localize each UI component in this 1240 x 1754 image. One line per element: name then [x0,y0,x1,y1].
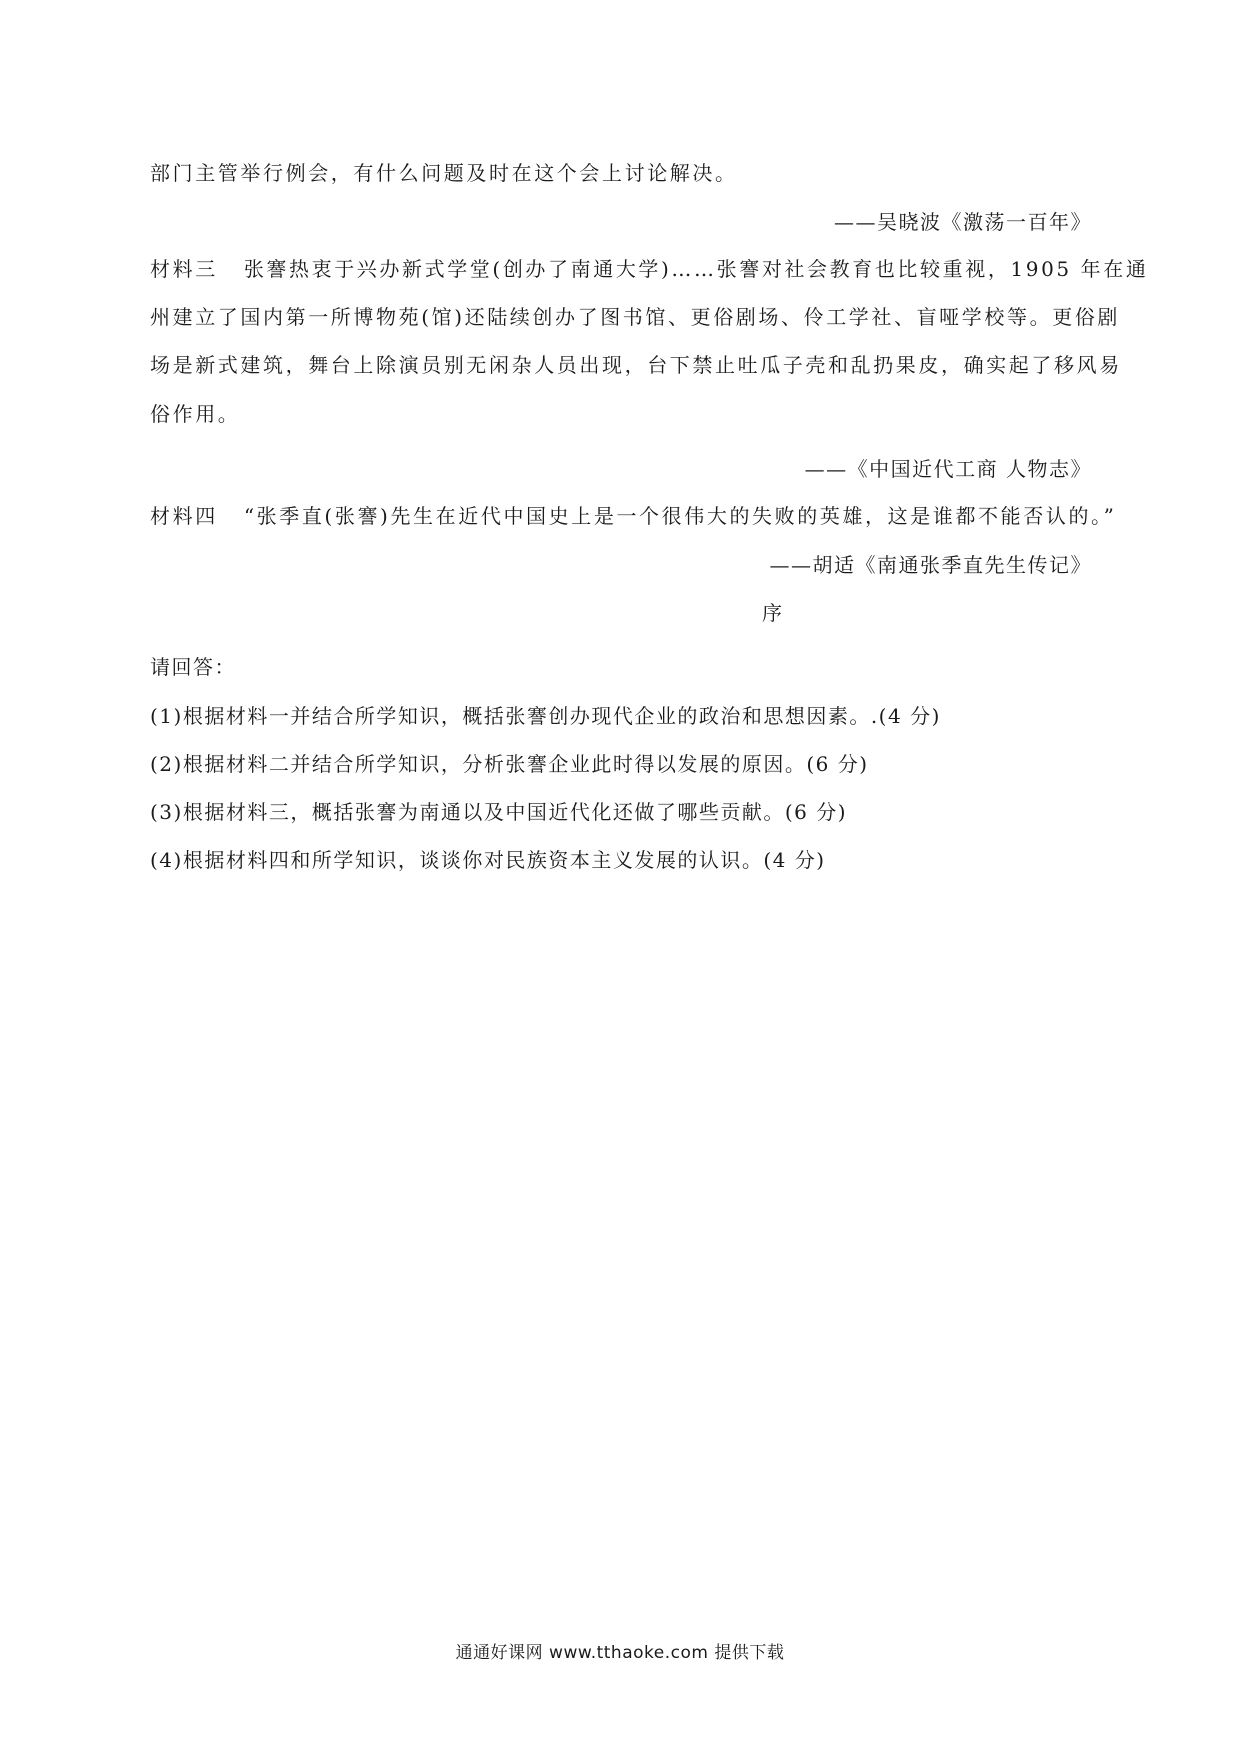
question-2: (2)根据材料二并结合所学知识，分析张謇企业此时得以发展的原因。(6 分) [150,752,869,776]
material-four-label: 材料四 [150,504,218,528]
question-3: (3)根据材料三，概括张謇为南通以及中国近代化还做了哪些贡献。(6 分) [150,800,848,824]
material-three-line-1 [150,256,1149,282]
question-1: (1)根据材料一并结合所学知识，概括张謇创办现代企业的政治和思想因素。.(4 分) [150,704,941,728]
material-two-source: ——吴晓波《激荡一百年》 [834,210,1092,234]
material-four-source-cont: 序 [762,601,784,625]
answer-prompt: 请回答： [150,655,236,679]
material-four-source: ——胡适《南通张季直先生传记》 [769,553,1092,577]
material-three-label: 材料三 [150,257,218,281]
question-4: (4)根据材料四和所学知识，谈谈你对民族资本主义发展的认识。(4 分) [150,848,826,872]
material-three-text-1: 张謇热衷于兴办新式学堂(创办了南通大学)……张謇对社会教育也比较重视，1905 年在通 [243,257,1149,281]
material-three-source: ——《中国近代工商 人物志》 [804,457,1092,481]
material-four-text: “张季直(张謇)先生在近代中国史上是一个很伟大的失败的英雄，这是谁都不能否认的。” [243,504,1117,528]
material-three-line-2: 州建立了国内第一所博物苑(馆)还陆续创办了图书馆、更俗剧场、伶工学社、盲哑学校等。更俗剧 [150,305,1121,329]
material-three-line-3: 场是新式建筑，舞台上除演员别无闲杂人员出现，台下禁止吐瓜子壳和乱扔果皮，确实起了移风易 [150,353,1122,377]
material-four-line [150,503,1117,529]
material-two-tail: 部门主管举行例会，有什么问题及时在这个会上讨论解决。 [150,161,738,185]
page-footer: 通通好课网 www.tthaoke.com 提供下载 [455,1643,785,1663]
material-three-line-4: 俗作用。 [150,402,241,426]
